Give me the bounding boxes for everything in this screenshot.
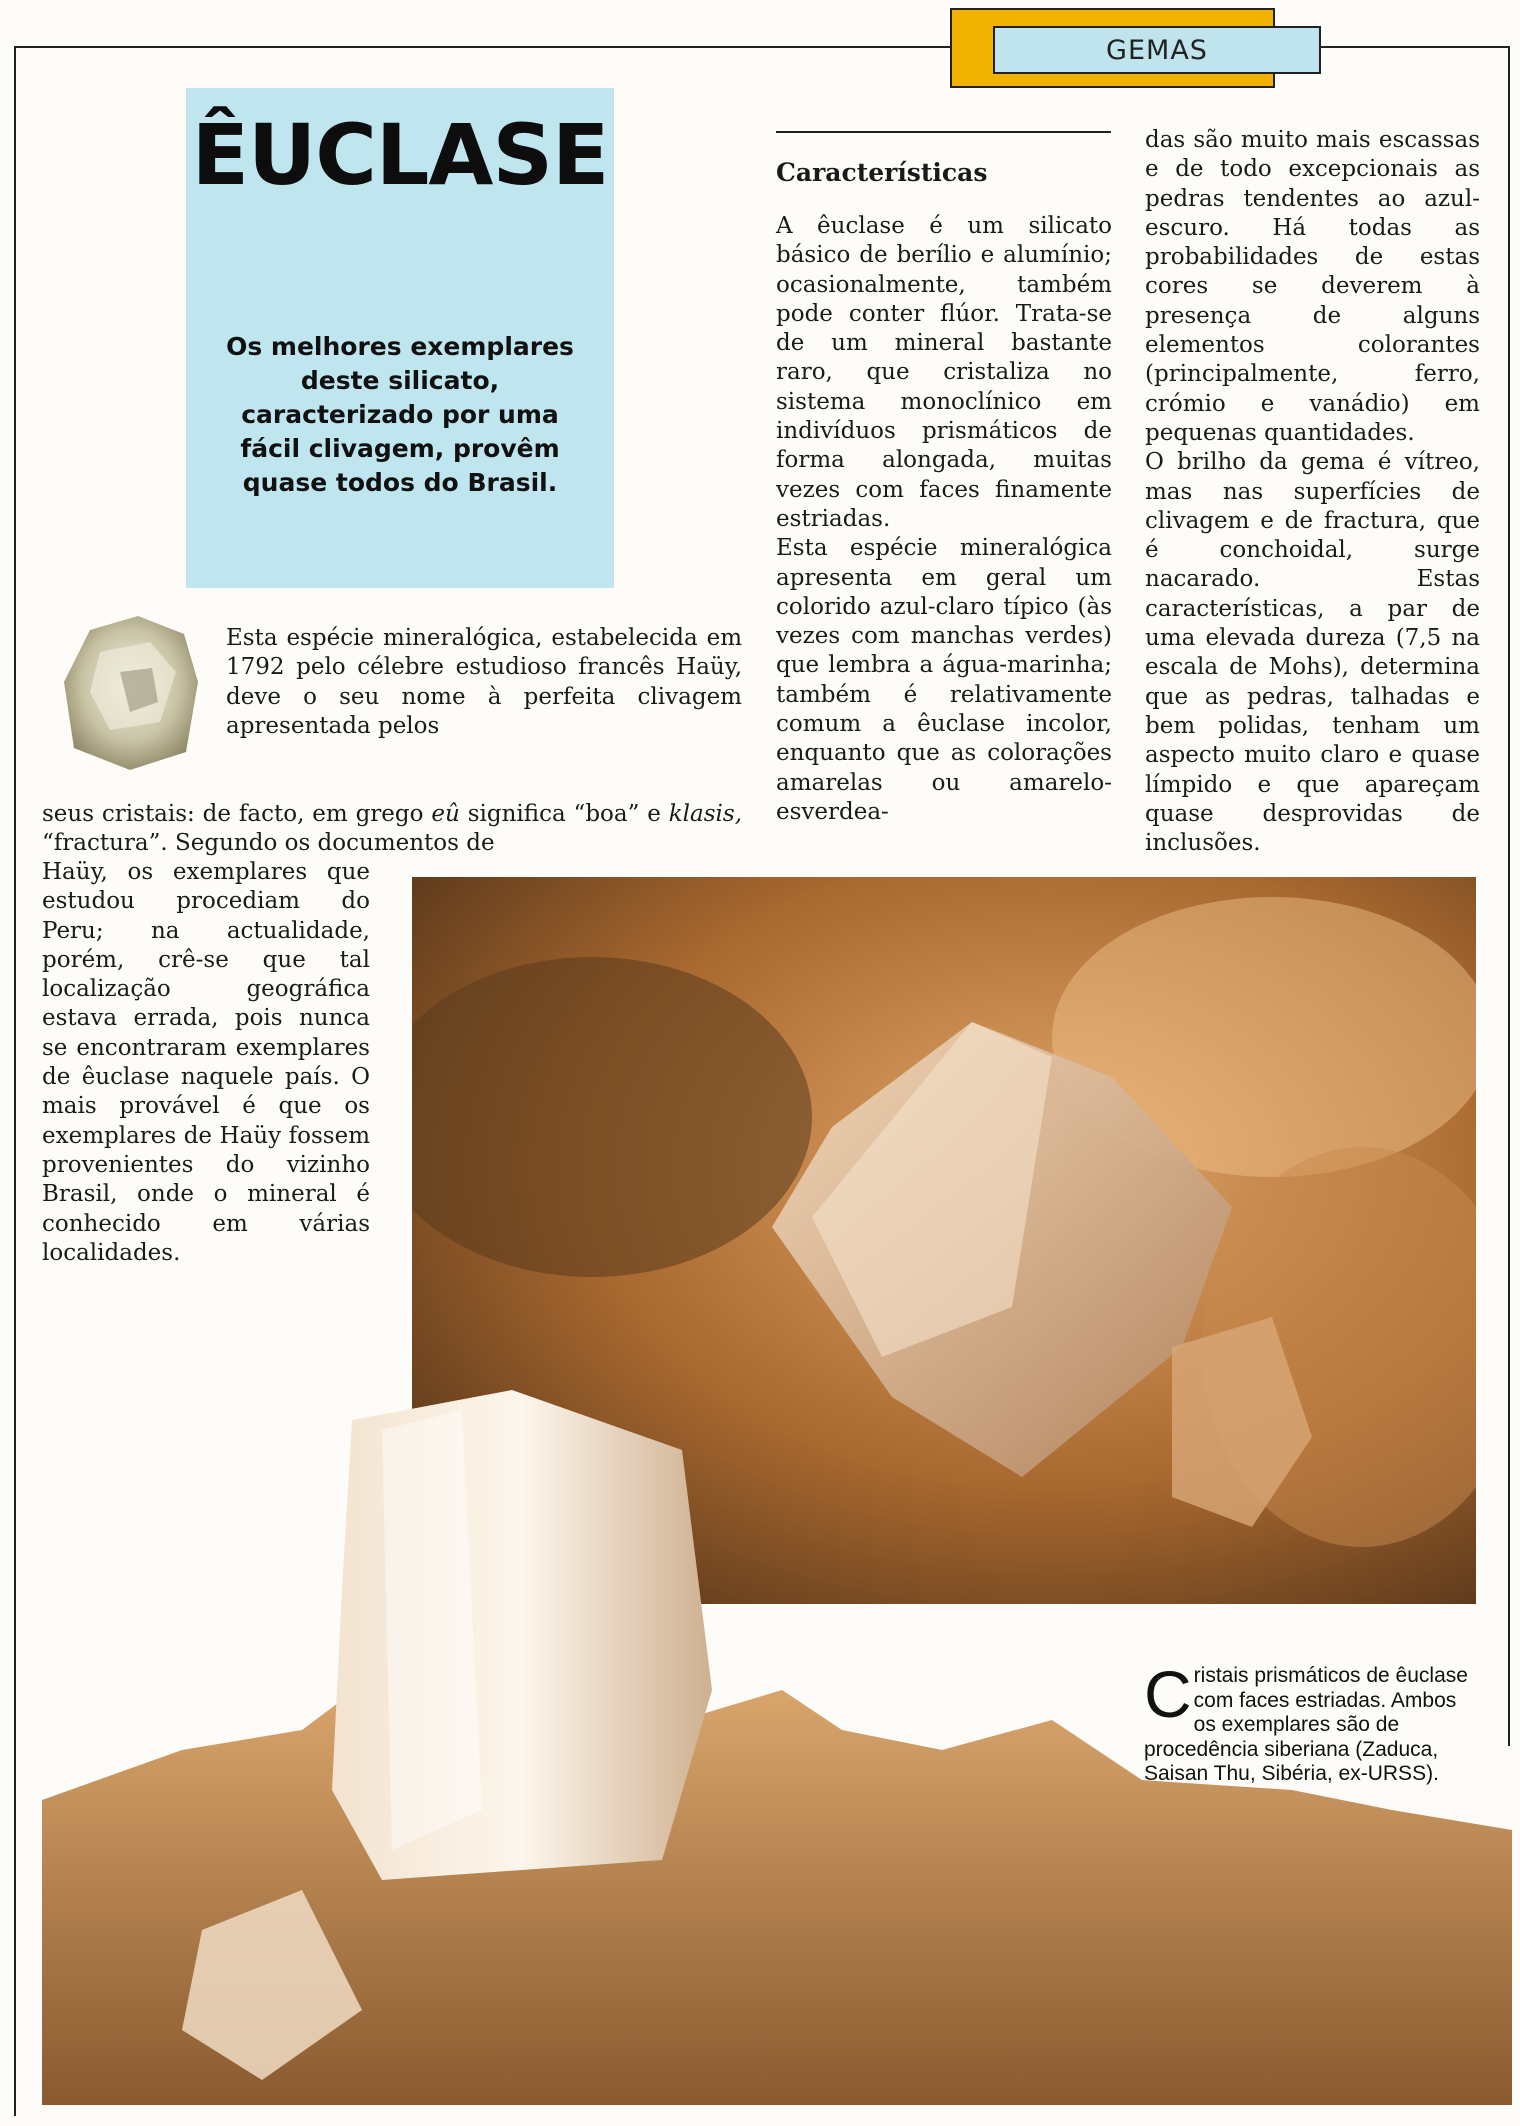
body-text-part-3: Haüy, os exemplares que estudou procediam do Peru; na actualidade, porém, crê-se que tal localização geográfica estava errada, pois nunca se encontraram exemplares de êuclase naquele país. O mais provável é que os exemplares de Haüy fossem provenientes do vizinho Brasil, onde o mineral é conhecido em várias localidades. bbox=[42, 859, 370, 1266]
characteristics-paragraph-1: A êuclase é um silicato básico de berílio e alumínio; ocasionalmente, também pode conter flúor. Trata-se de um mineral bastante raro, que cristaliza no sistema monoclínico em indivíduos prismáticos de forma alongada, muitas vezes com faces finamente estriadas. bbox=[776, 213, 1112, 532]
heading-rule bbox=[776, 131, 1111, 133]
section-tag: GEMAS bbox=[993, 26, 1321, 74]
photo-caption bbox=[1144, 1657, 1480, 1787]
characteristics-paragraph-2: Esta espécie mineralógica apresenta em geral um colorido azul-claro típico (às vezes com manchas verdes) que lembra a água-marinha; também é relativamente comum a êuclase incolor, enquanto que as colorações amarelas ou amarelo-esverdea- bbox=[776, 535, 1112, 825]
body-text-part-1: Esta espécie mineralógica, estabelecida em 1792 pelo célebre estudioso francês Haüy, deve o seu nome à perfeita clivagem apresentada pelos bbox=[226, 625, 742, 739]
intro-text: Os melhores exemplares deste silicato, caracterizado por uma fácil clivagem, provêm quase todos do Brasil. bbox=[226, 332, 574, 497]
caption-text: ristais prismáticos de êuclase com faces estriadas. Ambos os exemplares são de procedência siberiana (Zaduca, Saisan Thu, Sibéria, ex-URSS). bbox=[1144, 1664, 1468, 1785]
greek-word-eu: eû bbox=[431, 801, 460, 827]
title-box bbox=[186, 88, 614, 588]
section-heading: Características bbox=[776, 158, 988, 187]
body-text-part-2 bbox=[42, 800, 742, 859]
body-text-span: significa “boa” e bbox=[459, 801, 669, 827]
body-text-span: “fractura”. Segundo os documentos de bbox=[42, 830, 495, 857]
body-text-span: seus cristais: de facto, em grego bbox=[42, 801, 432, 827]
greek-word-klasis: klasis, bbox=[668, 801, 743, 827]
characteristics-column bbox=[776, 212, 1112, 827]
right-column bbox=[1145, 126, 1480, 858]
caption-dropcap: C bbox=[1144, 1657, 1192, 1731]
page-border-left bbox=[14, 46, 16, 2116]
page-title: ÊUCLASE bbox=[191, 106, 609, 204]
right-paragraph-1: das são muito mais escassas e de todo excepcionais as pedras tendentes ao azul-escuro. Há todas as probabilidades de estas cores se deverem à presença de alguns elementos colorantes (principalmente, ferro, crómio e vanádio) em pequenas quantidades. bbox=[1145, 127, 1480, 446]
crystal-thumbnail-image bbox=[60, 612, 202, 774]
right-paragraph-2: O brilho da gema é vítreo, mas nas superfícies de clivagem e de fractura, que é conchoidal, surge nacarado. Estas características, a par de uma elevada dureza (7,5 na escala de Mohs), determina que as pedras, talhadas e bem polidas, tenham um aspecto muito claro e quase límpido e que apareçam quase desprovidas de inclusões. bbox=[1145, 449, 1480, 857]
